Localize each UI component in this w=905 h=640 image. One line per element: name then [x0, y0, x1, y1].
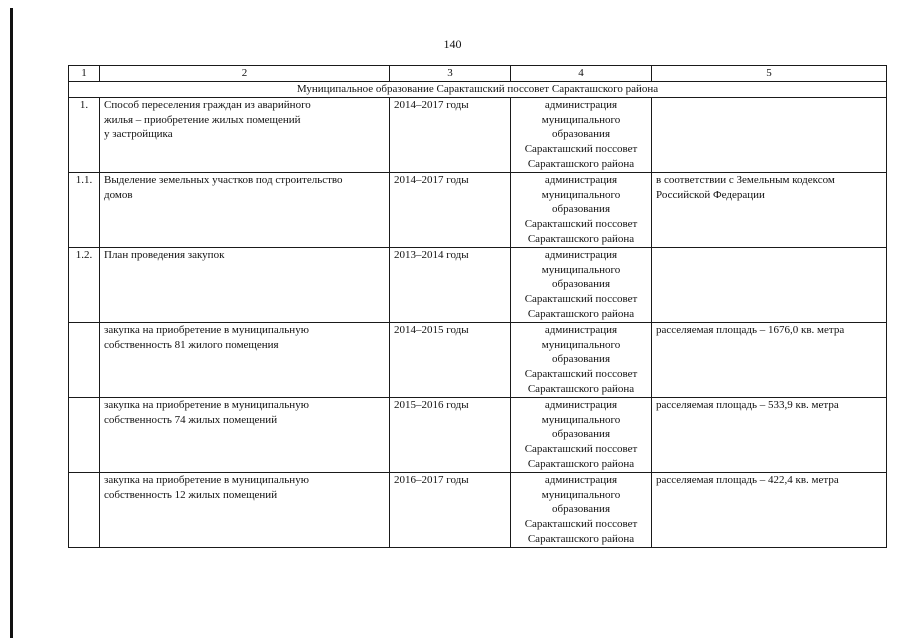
column-number-cell: 1 — [69, 66, 100, 82]
row-responsible-line: муниципального — [541, 263, 621, 276]
row-number — [69, 398, 100, 473]
section-title: Муниципальное образование Саракташский поссовет Саракташского района — [69, 82, 887, 98]
row-responsible-line: образования — [551, 428, 611, 441]
row-responsible — [511, 398, 652, 473]
row-number — [69, 323, 100, 398]
row-responsible-line: Саракташский поссовет — [524, 293, 638, 306]
row-note — [652, 398, 887, 473]
row-responsible-line: Саракташского района — [527, 532, 635, 545]
row-responsible-line: образования — [551, 278, 611, 291]
row-note-line: расселяемая площадь – 422,4 кв. метра — [656, 474, 839, 486]
row-responsible-line: Саракташский поссовет — [524, 443, 638, 456]
row-responsible-line: Саракташского района — [527, 232, 635, 245]
row-responsible-line: образования — [551, 353, 611, 366]
row-responsible-line: администрация — [544, 249, 618, 261]
row-action — [100, 323, 390, 398]
row-responsible-line: администрация — [544, 474, 618, 486]
table-row — [69, 398, 887, 473]
row-responsible-line: образования — [551, 128, 611, 141]
row-responsible-line: Саракташского района — [527, 307, 635, 320]
row-action-line: Выделение земельных участков под строительство — [104, 174, 343, 186]
row-responsible-line: Саракташского района — [527, 382, 635, 395]
row-responsible-line: администрация — [544, 324, 618, 336]
row-action-line: собственность 74 жилых помещений — [104, 413, 278, 426]
row-period: 2014–2017 годы — [390, 173, 511, 248]
row-action-line: закупка на приобретение в муниципальную — [104, 324, 309, 336]
row-action-line: у застройщика — [104, 128, 173, 141]
row-action — [100, 473, 390, 548]
row-responsible — [511, 248, 652, 323]
column-number-cell: 2 — [100, 66, 390, 82]
row-responsible-line: администрация — [544, 174, 618, 186]
row-responsible-line: Саракташский поссовет — [524, 143, 638, 156]
row-responsible-line: Саракташского района — [527, 157, 635, 170]
table-row — [69, 173, 887, 248]
table-row — [69, 98, 887, 173]
row-action — [100, 98, 390, 173]
row-note — [652, 173, 887, 248]
row-responsible-line: муниципального — [541, 113, 621, 126]
row-responsible — [511, 173, 652, 248]
row-note-line: в соответствии с Земельным кодексом — [656, 174, 835, 186]
row-responsible-line: муниципального — [541, 488, 621, 501]
row-note-line: расселяемая площадь – 1676,0 кв. метра — [656, 324, 845, 336]
row-responsible — [511, 473, 652, 548]
row-note-line: расселяемая площадь – 533,9 кв. метра — [656, 399, 839, 411]
row-action-line: собственность 81 жилого помещения — [104, 338, 279, 351]
column-number-cell: 3 — [390, 66, 511, 82]
row-action-line: собственность 12 жилых помещений — [104, 488, 278, 501]
row-responsible-line: образования — [551, 203, 611, 216]
row-number — [69, 473, 100, 548]
row-responsible-line: администрация — [544, 399, 618, 411]
section-title-row — [69, 82, 887, 98]
row-note — [652, 248, 887, 323]
row-period: 2013–2014 годы — [390, 248, 511, 323]
page-number: 140 — [443, 37, 462, 51]
row-responsible — [511, 98, 652, 173]
row-number: 1.2. — [69, 248, 100, 323]
row-number: 1. — [69, 98, 100, 173]
row-responsible-line: Саракташский поссовет — [524, 368, 638, 381]
row-number: 1.1. — [69, 173, 100, 248]
row-action-line: План проведения закупок — [104, 249, 225, 261]
row-action-line: жилья – приобретение жилых помещений — [104, 113, 301, 126]
row-note — [652, 323, 887, 398]
row-responsible-line: администрация — [544, 99, 618, 111]
row-responsible-line: муниципального — [541, 338, 621, 351]
row-action-line: Способ переселения граждан из аварийного — [104, 99, 311, 111]
row-responsible-line: муниципального — [541, 188, 621, 201]
row-note — [652, 473, 887, 548]
row-period: 2016–2017 годы — [390, 473, 511, 548]
table-header-row — [69, 66, 887, 82]
row-responsible-line: Саракташского района — [527, 457, 635, 470]
row-period: 2015–2016 годы — [390, 398, 511, 473]
row-action — [100, 248, 390, 323]
table-row — [69, 473, 887, 548]
measures-table — [68, 65, 887, 548]
column-number-cell: 5 — [652, 66, 887, 82]
row-responsible — [511, 323, 652, 398]
row-action-line: закупка на приобретение в муниципальную — [104, 399, 309, 411]
row-responsible-line: Саракташский поссовет — [524, 518, 638, 531]
row-period: 2014–2015 годы — [390, 323, 511, 398]
row-note-line: Российской Федерации — [656, 188, 765, 201]
row-responsible-line: Саракташский поссовет — [524, 218, 638, 231]
row-action — [100, 398, 390, 473]
row-action — [100, 173, 390, 248]
row-action-line: домов — [104, 188, 133, 201]
row-responsible-line: образования — [551, 503, 611, 516]
table-row — [69, 248, 887, 323]
table-row — [69, 323, 887, 398]
left-margin-bar — [10, 8, 13, 638]
row-action-line: закупка на приобретение в муниципальную — [104, 474, 309, 486]
column-number-cell: 4 — [511, 66, 652, 82]
row-period: 2014–2017 годы — [390, 98, 511, 173]
table-body — [69, 98, 887, 548]
row-responsible-line: муниципального — [541, 413, 621, 426]
row-note — [652, 98, 887, 173]
